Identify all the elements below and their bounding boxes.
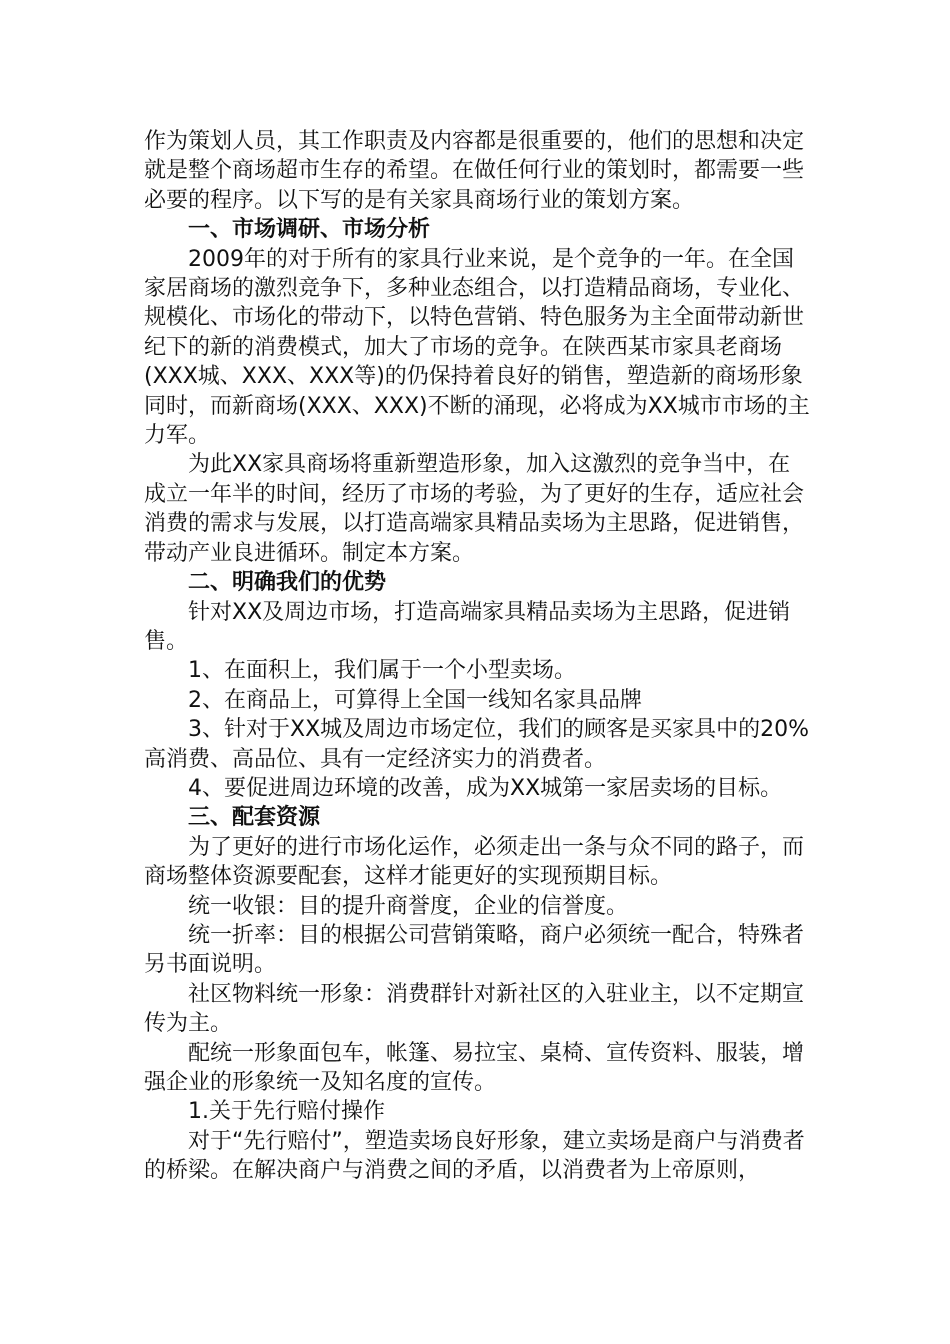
subheading-advance-compensation: 1.关于先行赔付操作 bbox=[188, 1099, 385, 1125]
list-item-advantage-1: 1、在面积上，我们属于一个小型卖场。 bbox=[188, 658, 576, 684]
list-item-advantage-4: 4、要促进周边环境的改善，成为XX城第一家居卖场的目标。 bbox=[188, 775, 783, 801]
paragraph-market-analysis: 2009年的对于所有的家具行业来说，是个竞争的一年。在全国家居商场的激烈竞争下，多种业态组合，以打造精品商场，专业化、规模化、市场化的带动下，以特色营销、特色服务为主全面带动新世纪下的新的消费模式，加大了市场的竞争。在陕西某市家具老商场(XXX城、XXX、XXX等)的仍保持着良好的销售，塑造新的商场形象同时，而新商场(XXX、XXX)不断的涌现，必将成为XX城市市场的主力军。 bbox=[144, 246, 810, 449]
paragraph-unified-discount: 统一折率：目的根据公司营销策略，商户必须统一配合，特殊者另书面说明。 bbox=[144, 922, 805, 978]
paragraph-community-materials: 社区物料统一形象：消费群针对新社区的入驻业主，以不定期宣传为主。 bbox=[144, 981, 805, 1037]
paragraph-advantages-intro: 针对XX及周边市场，打造高端家具精品卖场为主思路，促进销售。 bbox=[144, 599, 791, 654]
paragraph-unified-image: 配统一形象面包车，帐篷、易拉宝、桌椅、宣传资料、服装，增强企业的形象统一及知名度的宣传。 bbox=[144, 1040, 805, 1095]
section-heading-resources: 三、配套资源 bbox=[188, 805, 321, 831]
paragraph-advance-compensation: 对于“先行赔付”，塑造卖场良好形象，建立卖场是商户与消费者的桥梁。在解决商户与消费之间的矛盾，以消费者为上帝原则， bbox=[144, 1128, 805, 1184]
section-heading-market-research: 一、市场调研、市场分析 bbox=[188, 217, 431, 243]
intro-paragraph: 作为策划人员，其工作职责及内容都是很重要的，他们的思想和决定就是整个商场超市生存的希望。在做任何行业的策划时，都需要一些必要的程序。以下写的是有关家具商场行业的策划方案。 bbox=[144, 129, 805, 213]
document-body bbox=[144, 127, 812, 1186]
paragraph-resources-intro: 为了更好的进行市场化运作，必须走出一条与众不同的路子，而商场整体资源要配套，这样才能更好的实现预期目标。 bbox=[144, 834, 805, 890]
paragraph-unified-cashier: 统一收银：目的提升商誉度，企业的信誉度。 bbox=[188, 893, 629, 919]
section-heading-advantages: 二、明确我们的优势 bbox=[188, 570, 387, 596]
list-item-advantage-3: 3、针对于XX城及周边市场定位，我们的顾客是买家具中的20%高消费、高品位、具有一定经济实力的消费者。 bbox=[144, 717, 810, 772]
list-item-advantage-2: 2、在商品上，可算得上全国一线知名家具品牌 bbox=[188, 687, 642, 713]
paragraph-rebranding: 为此XX家具商场将重新塑造形象，加入这激烈的竞争当中，在成立一年半的时间，经历了市场的考验，为了更好的生存，适应社会消费的需求与发展，以打造高端家具精品卖场为主思路，促进销售，带动产业良进循环。制定本方案。 bbox=[144, 452, 805, 566]
